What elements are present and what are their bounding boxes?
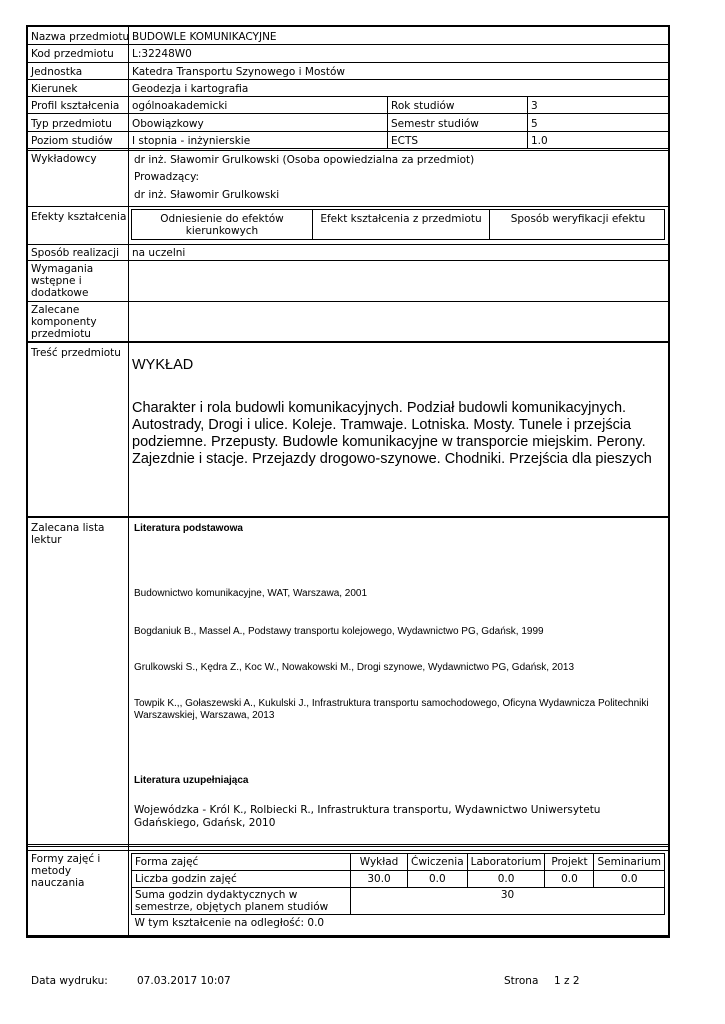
- row-divider: [27, 62, 669, 63]
- formy-header-cell: Ćwiczenia: [408, 854, 468, 871]
- formy-header-cell: Forma zajęć: [132, 854, 351, 871]
- formy-header-cell: Wykład: [351, 854, 408, 871]
- prowadzacy-name: dr inż. Sławomir Grulkowski: [134, 189, 280, 201]
- row-divider: [27, 844, 669, 845]
- efekty-table: [131, 209, 665, 240]
- row-divider: [27, 341, 669, 342]
- row-divider: [27, 96, 669, 97]
- literatura-uzupelniajaca-title: Literatura uzupełniająca: [134, 775, 249, 786]
- row-divider: [27, 244, 669, 245]
- efekty-col-sposob: Sposób weryfikacji efektu: [510, 213, 646, 225]
- label-rok: Rok studiów: [391, 100, 455, 112]
- label-tresc: Treść przedmiotu: [31, 347, 121, 359]
- row-divider: [27, 44, 669, 45]
- label-ects: ECTS: [391, 135, 419, 147]
- table-row: [132, 854, 665, 871]
- row-divider: [27, 516, 669, 517]
- value-ects: 1.0: [531, 135, 548, 147]
- label-lektury: Zalecana lista lektur: [31, 522, 105, 546]
- label-formy: Formy zajęć i metody nauczania: [31, 853, 101, 889]
- formy-cell: Liczba godzin zajęć: [132, 871, 351, 888]
- footer-date-label: Data wydruku:: [31, 975, 108, 987]
- efekty-divider: [489, 210, 490, 239]
- column-divider: [387, 96, 388, 148]
- value-sposob: na uczelni: [132, 247, 186, 259]
- value-semestr: 5: [531, 118, 538, 130]
- value-nazwa: BUDOWLE KOMUNIKACYJNE: [132, 31, 277, 43]
- label-zalecane: Zalecane komponenty przedmiotu: [31, 304, 97, 340]
- formy-cell: 0.0: [594, 871, 665, 888]
- value-poziom: I stopnia - inżynierskie: [132, 135, 251, 147]
- lektura-item: Budownictwo komunikacyjne, WAT, Warszawa, 2001: [134, 588, 368, 599]
- row-divider: [27, 935, 669, 936]
- row-divider: [27, 206, 669, 207]
- row-divider: [27, 301, 669, 302]
- column-divider: [128, 26, 129, 936]
- label-sposob: Sposób realizacji: [31, 247, 120, 259]
- label-kod: Kod przedmiotu: [31, 48, 114, 60]
- row-divider: [27, 148, 669, 149]
- row-divider: [27, 342, 669, 343]
- label-wymagania: Wymagania wstępne i dodatkowe: [31, 263, 94, 299]
- footer-date: 07.03.2017 10:07: [137, 975, 231, 987]
- label-nazwa: Nazwa przedmiotu: [31, 31, 130, 43]
- label-typ: Typ przedmiotu: [31, 118, 112, 130]
- row-divider: [27, 113, 669, 114]
- formy-header-cell: Laboratorium: [467, 854, 545, 871]
- label-semestr: Semestr studiów: [391, 118, 479, 130]
- value-rok: 3: [531, 100, 538, 112]
- row-divider: [27, 79, 669, 80]
- formy-cell: 0.0: [545, 871, 594, 888]
- formy-cell: 0.0: [467, 871, 545, 888]
- value-profil: ogólnoakademicki: [132, 100, 228, 112]
- footer-page-label: Strona: [504, 975, 539, 987]
- tresc-body: Charakter i rola budowli komunikacyjnych. Podział budowli komunikacyjnych. Autostrady, Drogi i ulice. Koleje. Tramwaje. Lotniska. Mosty. Tunele i przejścia podziemne. Przepusty. Budowle komunikacyjne w transporcie miejskim. Perony. Zajezdnie i stacje. Przejazdy drogowo-szynowe. Chodniki. Przejścia dla pieszych: [132, 400, 652, 467]
- table-row: [132, 871, 665, 888]
- table-row: [132, 888, 665, 915]
- formy-zdalne: W tym kształcenie na odległość: 0.0: [132, 915, 665, 932]
- label-jednostka: Jednostka: [31, 66, 83, 78]
- label-profil: Profil kształcenia: [31, 100, 120, 112]
- formy-cell: 30.0: [351, 871, 408, 888]
- row-divider: [27, 850, 669, 851]
- row-divider: [27, 260, 669, 261]
- value-typ: Obowiązkowy: [132, 118, 204, 130]
- tresc-heading: WYKŁAD: [132, 357, 194, 373]
- label-efekty: Efekty kształcenia: [31, 211, 127, 223]
- label-poziom: Poziom studiów: [31, 135, 113, 147]
- row-divider: [27, 131, 669, 132]
- label-kierunek: Kierunek: [31, 83, 78, 95]
- value-jednostka: Katedra Transportu Szynowego i Mostów: [132, 66, 346, 78]
- lektura-item: Bogdaniuk B., Massel A., Podstawy transportu kolejowego, Wydawnictwo PG, Gdańsk, 1999: [134, 626, 544, 637]
- wykladowca-odpowiedzialny: dr inż. Sławomir Grulkowski (Osoba opowiedzialna za przedmiot): [134, 154, 475, 166]
- efekty-col-odniesienie: Odniesienie do efektów kierunkowych: [160, 213, 284, 237]
- column-divider: [527, 96, 528, 148]
- row-divider: [27, 150, 669, 151]
- row-divider: [27, 517, 669, 518]
- formy-table: [131, 853, 665, 931]
- value-kierunek: Geodezja i kartografia: [132, 83, 249, 95]
- formy-suma-label: Suma godzin dydaktycznych w semestrze, objętych planem studiów: [132, 888, 351, 915]
- efekty-col-efekt: Efekt kształcenia z przedmiotu: [320, 213, 482, 225]
- efekty-divider: [312, 210, 313, 239]
- prowadzacy-label: Prowadzący:: [134, 171, 200, 183]
- table-row: [132, 915, 665, 932]
- formy-header-cell: Projekt: [545, 854, 594, 871]
- lektura-uzup-item: Wojewódzka - Król K., Rolbiecki R., Infrastruktura transportu, Wydawnictwo Uniwersytetu Gdańskiego, Gdańsk, 2010: [134, 804, 601, 829]
- lektura-item: Towpik K.,, Gołaszewski A., Kukulski J., Infrastruktura transportu samochodowego, Oficyna Wydawnicza Politechniki Warszawskiej, Warszawa, 2013: [134, 698, 649, 721]
- formy-header-cell: Seminarium: [594, 854, 665, 871]
- formy-cell: 0.0: [408, 871, 468, 888]
- literatura-podstawowa-title: Literatura podstawowa: [134, 523, 243, 534]
- footer-page-number: 1 z 2: [554, 975, 580, 987]
- row-divider: [27, 846, 669, 847]
- lektura-item: Grulkowski S., Kędra Z., Koc W., Nowakowski M., Drogi szynowe, Wydawnictwo PG, Gdańsk, 2013: [134, 662, 575, 673]
- formy-suma-value: 30: [351, 888, 665, 915]
- label-wykladowcy: Wykładowcy: [31, 153, 97, 165]
- value-kod: L:32248W0: [132, 48, 192, 60]
